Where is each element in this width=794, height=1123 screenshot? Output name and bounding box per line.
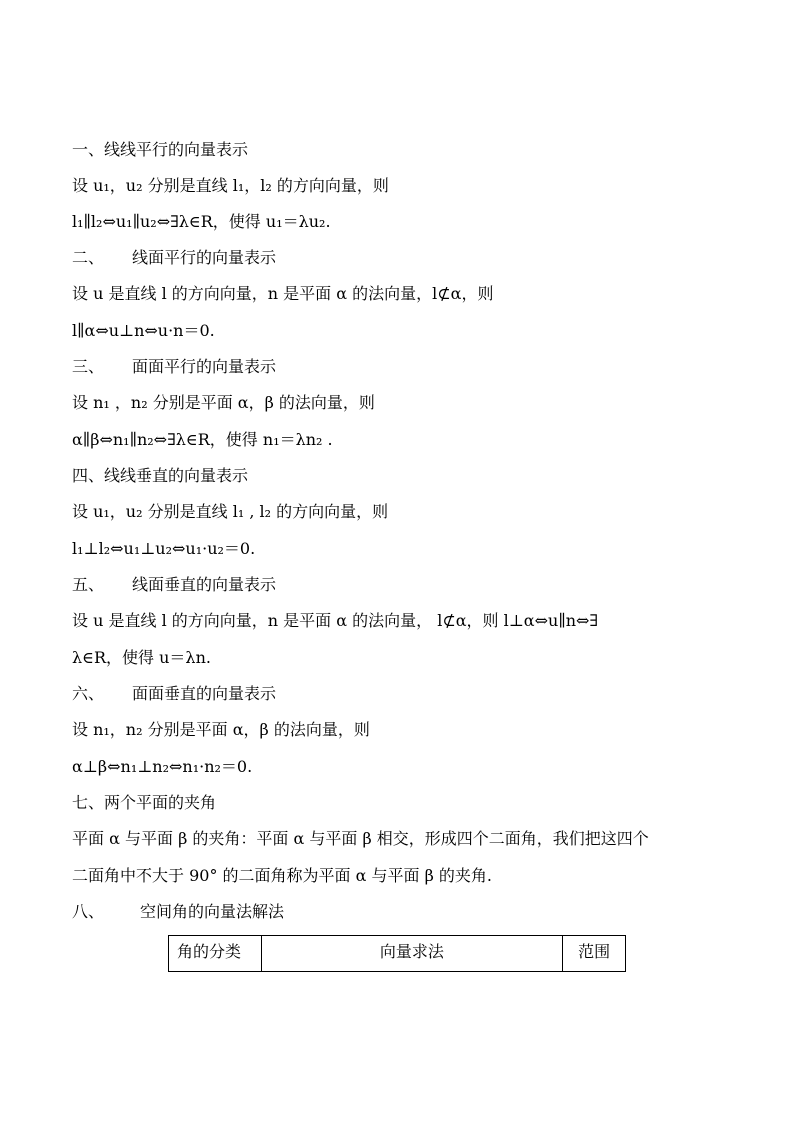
table-header-range: 范围 (563, 936, 626, 972)
section-2-heading (72, 248, 276, 268)
section-5-line-1: 设 u 是直线 l 的方向向量，n 是平面 α 的法向量， l⊄α，则 l⊥α⇔u∥n⇔∃ (72, 611, 599, 630)
section-3-line-2: α∥β⇔n₁∥n₂⇔∃λ∈R，使得 n₁＝λn₂ . (72, 430, 333, 449)
section-7-heading: 七、两个平面的夹角 (72, 793, 217, 812)
section-4-line-1: 设 u₁，u₂ 分别是直线 l₁ , l₂ 的方向向量，则 (72, 502, 389, 521)
section-8-title: 空间角的向量法解法 (140, 902, 285, 921)
section-4-line-2: l₁⊥l₂⇔u₁⊥u₂⇔u₁·u₂＝0. (72, 539, 256, 558)
section-1-line-2: l₁∥l₂⇔u₁∥u₂⇔∃λ∈R，使得 u₁＝λu₂. (72, 212, 331, 231)
section-5-heading (72, 575, 276, 595)
section-6-title: 面面垂直的向量表示 (132, 684, 277, 703)
section-3-heading (72, 357, 276, 377)
section-5-title: 线面垂直的向量表示 (132, 575, 277, 594)
table-header-vector-method: 向量求法 (261, 936, 562, 972)
section-7-line-1: 平面 α 与平面 β 的夹角：平面 α 与平面 β 相交，形成四个二面角，我们把这四个 (72, 829, 649, 848)
section-1-heading: 一、线线平行的向量表示 (72, 140, 249, 159)
angle-method-table (168, 935, 626, 972)
section-2-line-2: l∥α⇔u⊥n⇔u·n＝0. (72, 321, 215, 340)
table-header-row (169, 936, 626, 972)
section-2-number: 二、 (72, 248, 105, 267)
section-1-line-1: 设 u₁，u₂ 分别是直线 l₁，l₂ 的方向向量，则 (72, 176, 389, 195)
section-3-line-1: 设 n₁ ，n₂ 分别是平面 α，β 的法向量，则 (72, 393, 375, 412)
section-4-heading: 四、线线垂直的向量表示 (72, 466, 249, 485)
table-header-angle-type: 角的分类 (169, 936, 262, 972)
section-6-line-2: α⊥β⇔n₁⊥n₂⇔n₁·n₂＝0. (72, 757, 253, 776)
section-2-line-1: 设 u 是直线 l 的方向向量，n 是平面 α 的法向量，l⊄α，则 (72, 284, 494, 303)
section-3-number: 三、 (72, 357, 105, 376)
section-7-line-2: 二面角中不大于 90° 的二面角称为平面 α 与平面 β 的夹角. (72, 866, 493, 885)
section-6-line-1: 设 n₁，n₂ 分别是平面 α，β 的法向量，则 (72, 720, 370, 739)
section-6-number: 六、 (72, 684, 105, 703)
section-8-number: 八、 (72, 902, 105, 921)
section-8-heading (72, 902, 284, 922)
section-2-title: 线面平行的向量表示 (132, 248, 277, 267)
section-5-number: 五、 (72, 575, 105, 594)
section-3-title: 面面平行的向量表示 (132, 357, 277, 376)
section-6-heading (72, 684, 276, 704)
section-5-line-2: λ∈R，使得 u＝λn. (72, 648, 211, 667)
